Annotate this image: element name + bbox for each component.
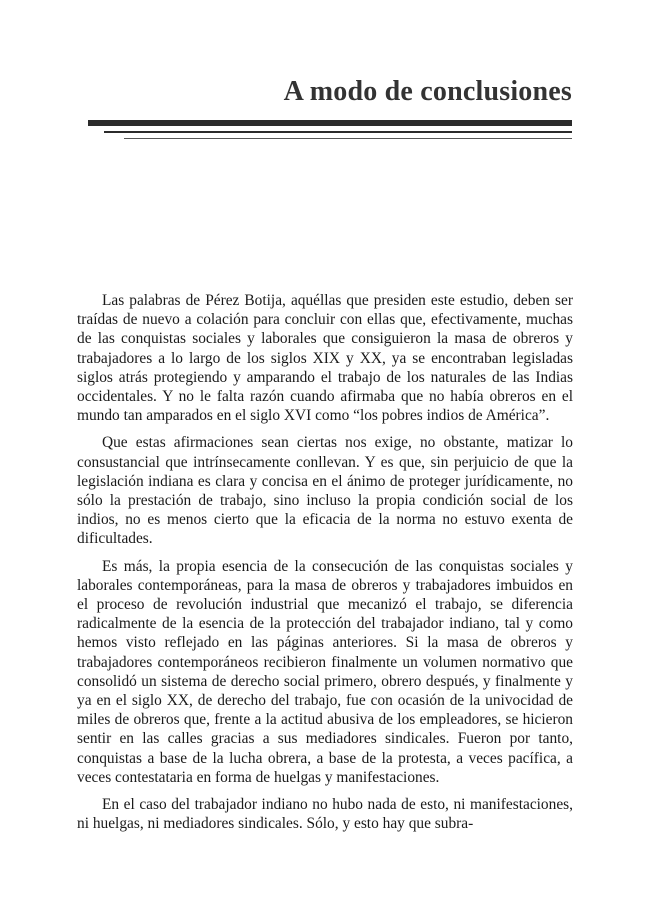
title-rule-medium bbox=[104, 131, 572, 133]
paragraph-2: Que estas afirmaciones sean ciertas nos exige, no obstante, matizar lo consustancial que intrínsecamente conllevan. Y es que, sin perjuicio de que la legislación indiana es clara y concisa en el ánimo de proteger jurídicamente, no sólo la prestación de trabajo, sino incluso la propia condición social de los indios, no es menos cierto que la eficacia de la norma no estuvo exenta de dificultades. bbox=[77, 434, 573, 548]
chapter-title: A modo de conclusiones bbox=[283, 76, 572, 107]
paragraph-3: Es más, la propia esencia de la consecución de las conquistas sociales y laborales contemporáneas, para la masa de obreros y trabajadores imbuidos en el proceso de revolución industrial que mecanizó el trabajo, se diferencia radicalmente de la esencia de la protección del trabajador indiano, tal y como hemos visto reflejado en las páginas anteriores. Si la masa de obreros y trabajadores contemporáneos recibieron finalmente un volumen normativo que consolidó un sistema de derecho social primero, obrero después, y finalmente y ya en el siglo XX, de derecho del trabajo, fue con ocasión de la univocidad de miles de obreros que, frente a la actitud abusiva de los empleadores, se hicieron sentir en las calles gracias a sus mediadores sindicales. Fueron por tanto, conquistas a base de la lucha obrera, a base de la protesta, a veces pacífica, a veces contestataria en forma de huelgas y manifestaciones. bbox=[77, 557, 573, 786]
title-rule-thick bbox=[88, 120, 572, 126]
title-rule-thin bbox=[124, 138, 572, 139]
paragraph-4: En el caso del trabajador indiano no hubo nada de esto, ni manifestaciones, ni huelgas, ni mediadores sindicales. Sólo, y esto hay que subra- bbox=[77, 796, 573, 833]
body-text bbox=[77, 291, 573, 841]
paragraph-1: Las palabras de Pérez Botija, aquéllas que presiden este estudio, deben ser traídas de nuevo a colación para concluir con ellas que, efectivamente, muchas de las conquistas sociales y laborales que consiguieron la masa de obreros y trabajadores a lo largo de los siglos XIX y XX, ya se encontraban legisladas siglos atrás protegiendo y amparando el trabajo de los naturales de las Indias occidentales. Y no le falta razón cuando afirmaba que no había obreros en el mundo tan amparados en el siglo XVI como “los pobres indios de América”. bbox=[77, 292, 573, 425]
